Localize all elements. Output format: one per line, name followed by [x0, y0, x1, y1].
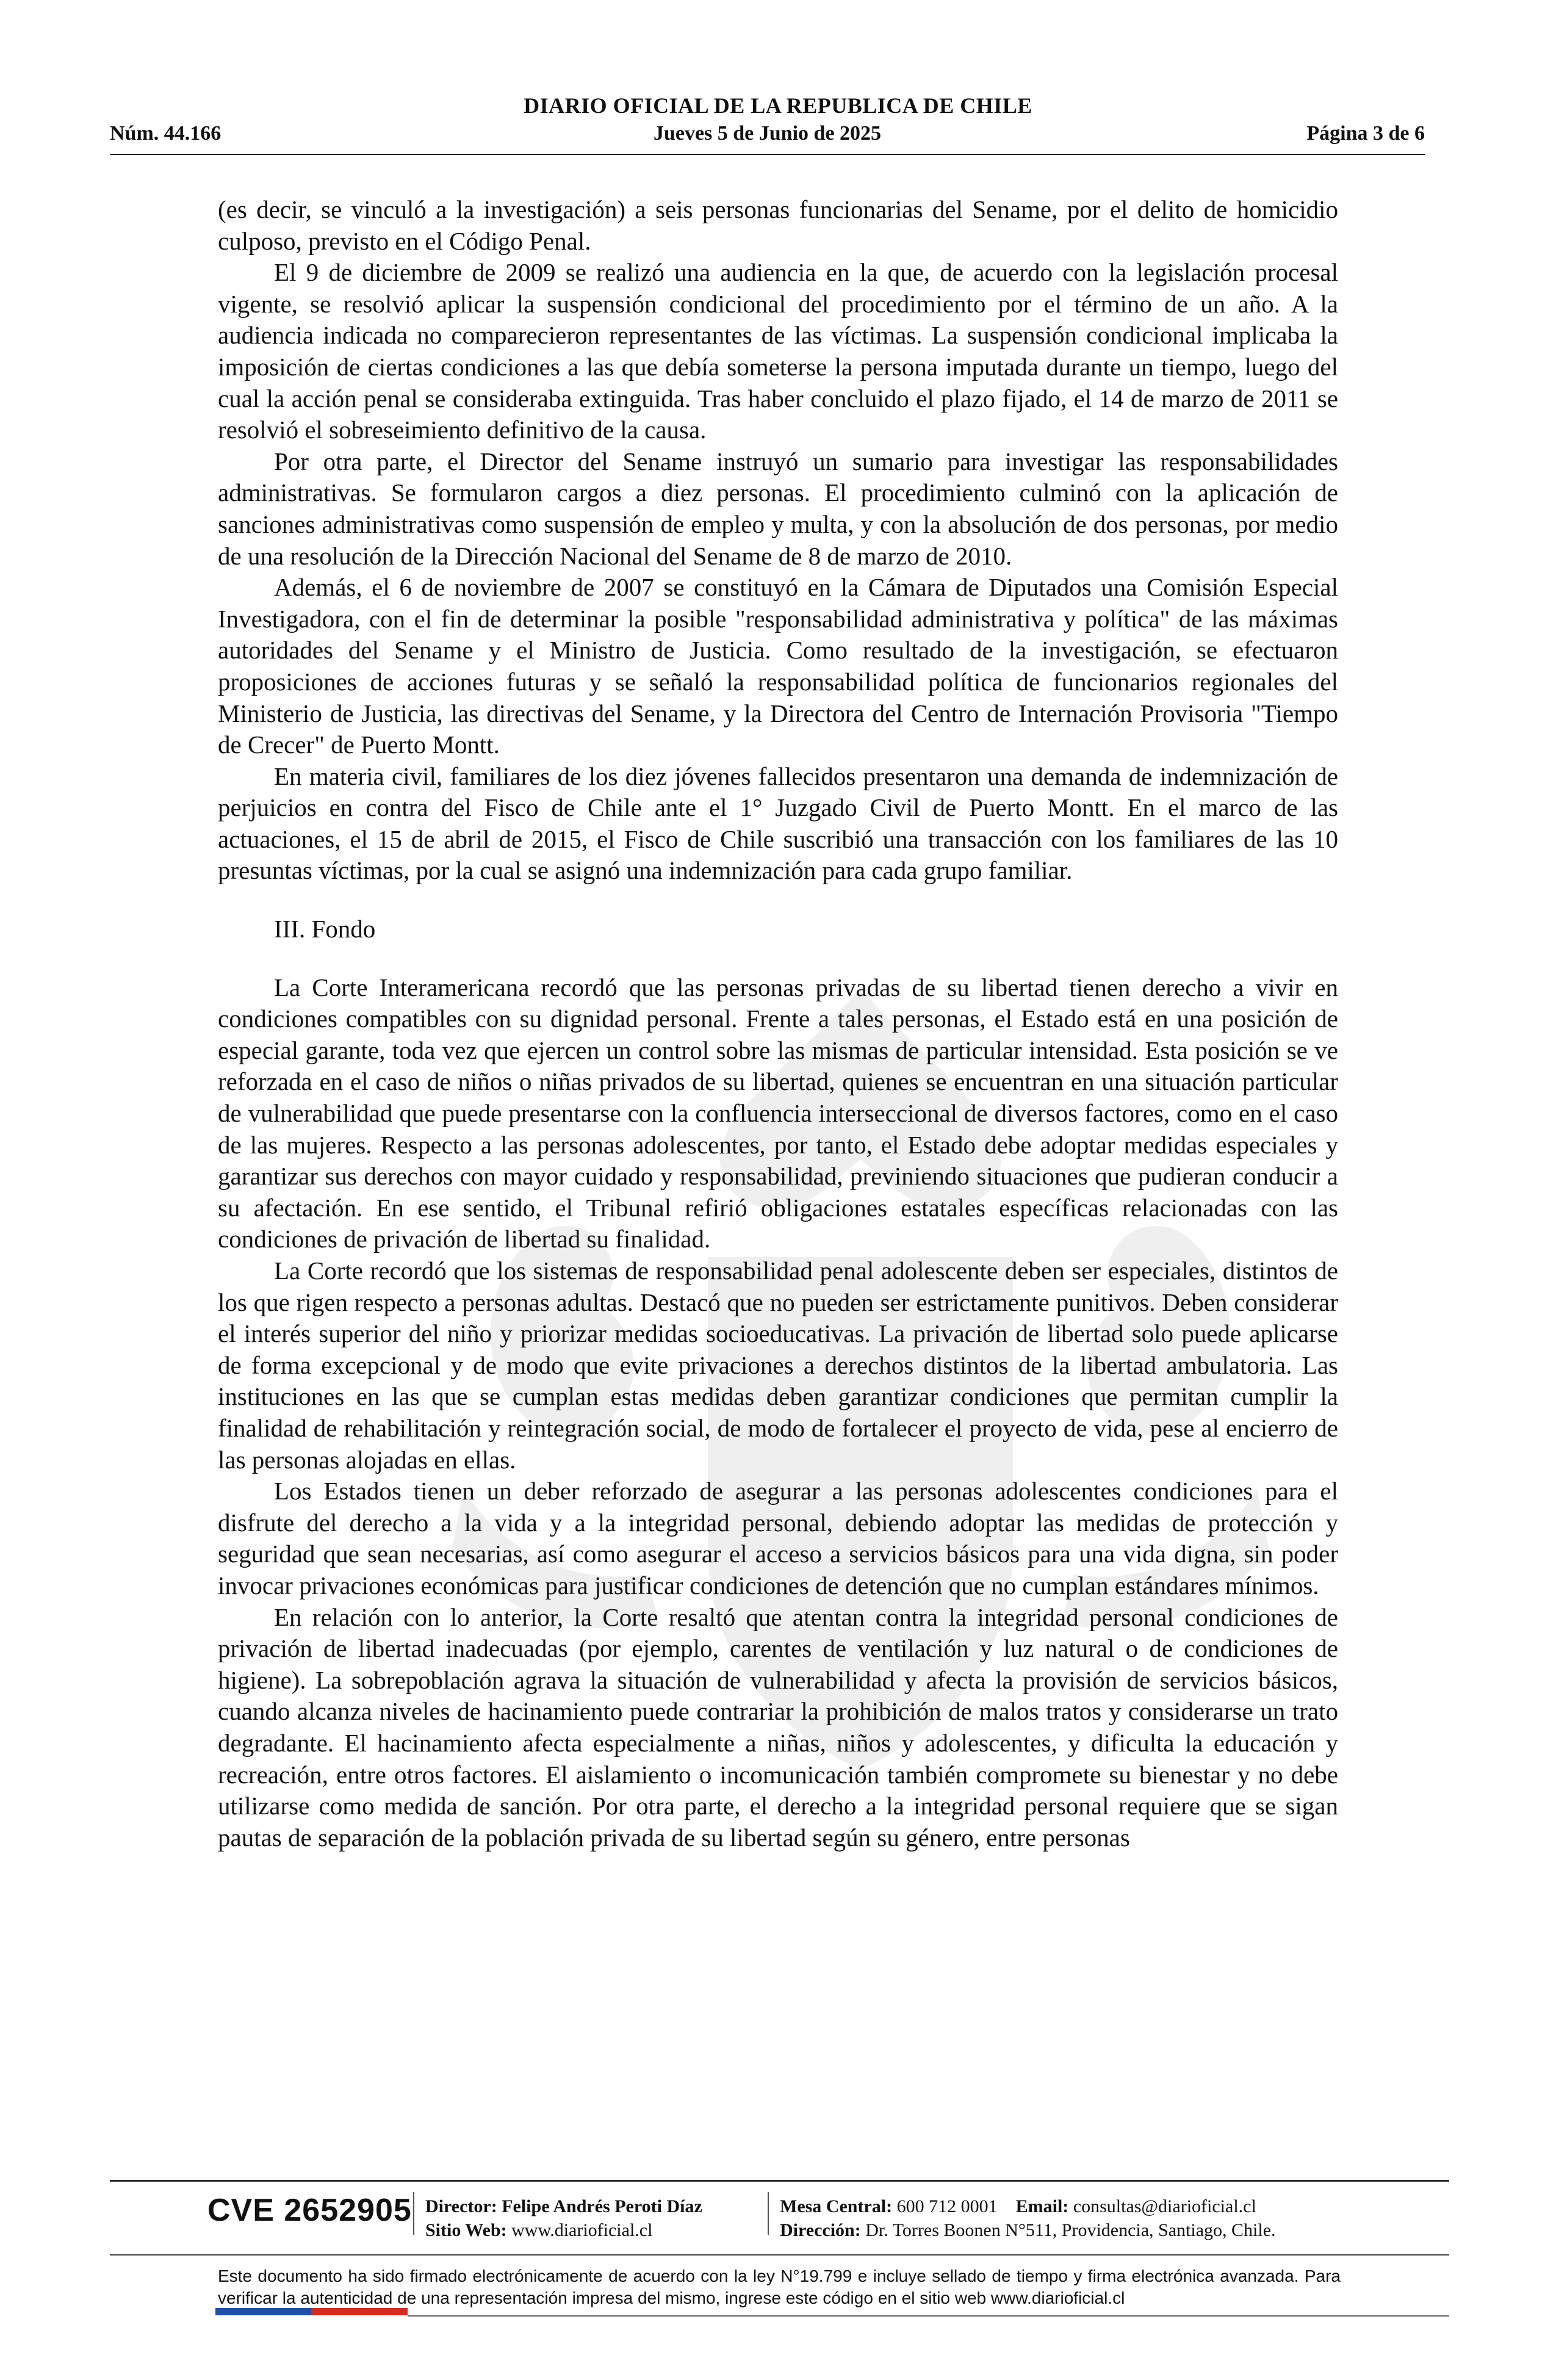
paragraph: (es decir, se vinculó a la investigación) a seis personas funcionarias del Sename, por el delito de homicidio culposo, previsto en el Código Penal.: [218, 195, 1338, 255]
director-name: Felipe Andrés Peroti Díaz: [502, 2196, 702, 2216]
flag-red-segment: [311, 2308, 408, 2315]
phone-label: Mesa Central:: [780, 2196, 893, 2216]
email-link[interactable]: consultas@diarioficial.cl: [1073, 2196, 1256, 2216]
footer-contact-block: [780, 2194, 1276, 2242]
cve-code: CVE 2652905: [207, 2193, 412, 2228]
chile-flag-stripe: [215, 2308, 408, 2315]
paragraph: El 9 de diciembre de 2009 se realizó una audiencia en la que, de acuerdo con la legislación procesal vigente, se resolvió aplicar la suspensión condicional del procedimiento por el término de un año. A la audiencia indicada no comparecieron representantes de las víctimas. La suspensión condicional implicaba la imposición de ciertas condiciones a las que debía someterse la persona imputada durante un tiempo, luego del cual la acción penal se consideraba extinguida. Tras haber concluido el plazo fijado, el 14 de marzo de 2011 se resolvió el sobreseimiento definitivo de la causa.: [218, 258, 1338, 444]
footer-divider-bottom: [408, 2315, 1449, 2317]
email-label: Email:: [1015, 2196, 1069, 2216]
footer-separator: [768, 2192, 769, 2235]
paragraph: La Corte Interamericana recordó que las personas privadas de su libertad tienen derecho a vivir en condiciones compatibles con su dignidad personal. Frente a tales personas, el Estado está en una posición de especial garante, toda vez que ejercen un control sobre las mismas de particular intensidad. Esta posición se ve reforzada en el caso de niños o niñas privados de su libertad, quienes se encuentran en una situación particular de vulnerabilidad que puede presentarse con la confluencia interseccional de diversos factores, como en el caso de las mujeres. Respecto a las personas adolescentes, por tanto, el Estado debe adoptar medidas especiales y garantizar sus derechos con mayor cuidado y responsabilidad, previniendo situaciones que pudieran conducir a su afectación. En ese sentido, el Tribunal refirió obligaciones estatales específicas relacionadas con las condiciones de privación de libertad su finalidad.: [218, 973, 1338, 1253]
address-label: Dirección:: [780, 2220, 861, 2240]
legal-notice: Este documento ha sido firmado electrónicamente de acuerdo con la ley N°19.799 e incluye sellado de tiempo y firma electrónica avanzada. Para verificar la autenticidad de una representación impresa del mismo, ingrese este código en el sitio web www.diarioficial.cl: [218, 2266, 1341, 2307]
header-divider: [110, 154, 1425, 155]
document-body: [218, 194, 1338, 1853]
flag-blue-segment: [215, 2308, 311, 2315]
paragraph: Además, el 6 de noviembre de 2007 se constituyó en la Cámara de Diputados una Comisión Especial Investigadora, con el fin de determinar la posible "responsabilidad administrativa y política" de las máximas autoridades del Sename y el Ministro de Justicia. Como resultado de la investigación, se efectuaron proposiciones de acciones futuras y se señaló la responsabilidad política de funcionarios regionales del Ministerio de Justicia, las directivas del Sename, y la Directora del Centro de Internación Provisoria "Tiempo de Crecer" de Puerto Montt.: [218, 573, 1338, 759]
footer-director-block: [425, 2194, 702, 2242]
header-row: [110, 122, 1425, 149]
paragraph: La Corte recordó que los sistemas de responsabilidad penal adolescente deben ser especiales, distintos de los que rigen respecto a personas adultas. Destacó que no pueden ser estrictamente punitivos. Deben considerar el interés superior del niño y priorizar medidas socioeducativas. La privación de libertad solo puede aplicarse de forma excepcional y de modo que evite privaciones a derechos distintos de la libertad ambulatoria. Las instituciones en las que se cumplan estas medidas deben garantizar condiciones que permitan cumplir la finalidad de rehabilitación y reintegración social, de modo de fortalecer el proyecto de vida, pese al encierro de las personas alojadas en ellas.: [218, 1257, 1338, 1474]
address-value: Dr. Torres Boonen N°511, Providencia, Santiago, Chile.: [865, 2220, 1276, 2240]
footer-divider-top: [110, 2180, 1449, 2182]
section-heading: III. Fondo: [274, 915, 376, 943]
footer-separator: [413, 2192, 414, 2235]
issue-number: Núm. 44.166: [110, 122, 222, 145]
paragraph: En materia civil, familiares de los diez jóvenes fallecidos presentaron una demanda de indemnización de perjuicios en contra del Fisco de Chile ante el 1° Juzgado Civil de Puerto Montt. En el marco de las actuaciones, el 15 de abril de 2015, el Fisco de Chile suscribió una transacción con los familiares de las 10 presuntas víctimas, por la cual se asignó una indemnización para cada grupo familiar.: [218, 762, 1338, 885]
paragraph: En relación con lo anterior, la Corte resaltó que atentan contra la integridad personal condiciones de privación de libertad inadecuadas (por ejemplo, carentes de ventilación y luz natural o de condiciones de higiene). La sobrepoblación agrava la situación de vulnerabilidad y afecta la provisión de servicios básicos, cuando alcanza niveles de hacinamiento puede contrariar la prohibición de malos tratos y considerarse un trato degradante. El hacinamiento afecta especialmente a niñas, niños y adolescentes, y dificulta la educación y recreación, entre otros factores. El aislamiento o incomunicación también compromete su bienestar y no debe utilizarse como medida de sanción. Por otra parte, el derecho a la integridad personal requiere que se sigan pautas de separación de la población privada de su libertad según su género, entre personas: [218, 1603, 1338, 1852]
issue-date: Jueves 5 de Junio de 2025: [653, 122, 882, 145]
phone-value: 600 712 0001: [896, 2196, 998, 2216]
paragraph: Los Estados tienen un deber reforzado de asegurar a las personas adolescentes condiciones para el disfrute del derecho a la vida y a la integridad personal, debiendo adoptar las medidas de protección y seguridad que sean necesarias, así como asegurar el acceso a servicios básicos para una vida digna, sin poder invocar privaciones económicas para justificar condiciones de detención que no cumplan estándares mínimos.: [218, 1477, 1338, 1599]
paragraph: Por otra parte, el Director del Sename instruyó un sumario para investigar las responsabilidades administrativas. Se formularon cargos a diez personas. El procedimiento culminó con la aplicación de sanciones administrativas como suspensión de empleo y multa, y con la absolución de dos personas, por medio de una resolución de la Dirección Nacional del Sename de 8 de marzo de 2010.: [218, 447, 1338, 570]
publication-title: DIARIO OFICIAL DE LA REPUBLICA DE CHILE: [524, 93, 1032, 118]
page-number: Página 3 de 6: [1306, 122, 1425, 145]
site-label: Sitio Web:: [425, 2220, 507, 2240]
site-link[interactable]: www.diarioficial.cl: [511, 2220, 653, 2240]
footer-divider-middle: [110, 2254, 1449, 2256]
director-label: Director:: [425, 2196, 497, 2216]
